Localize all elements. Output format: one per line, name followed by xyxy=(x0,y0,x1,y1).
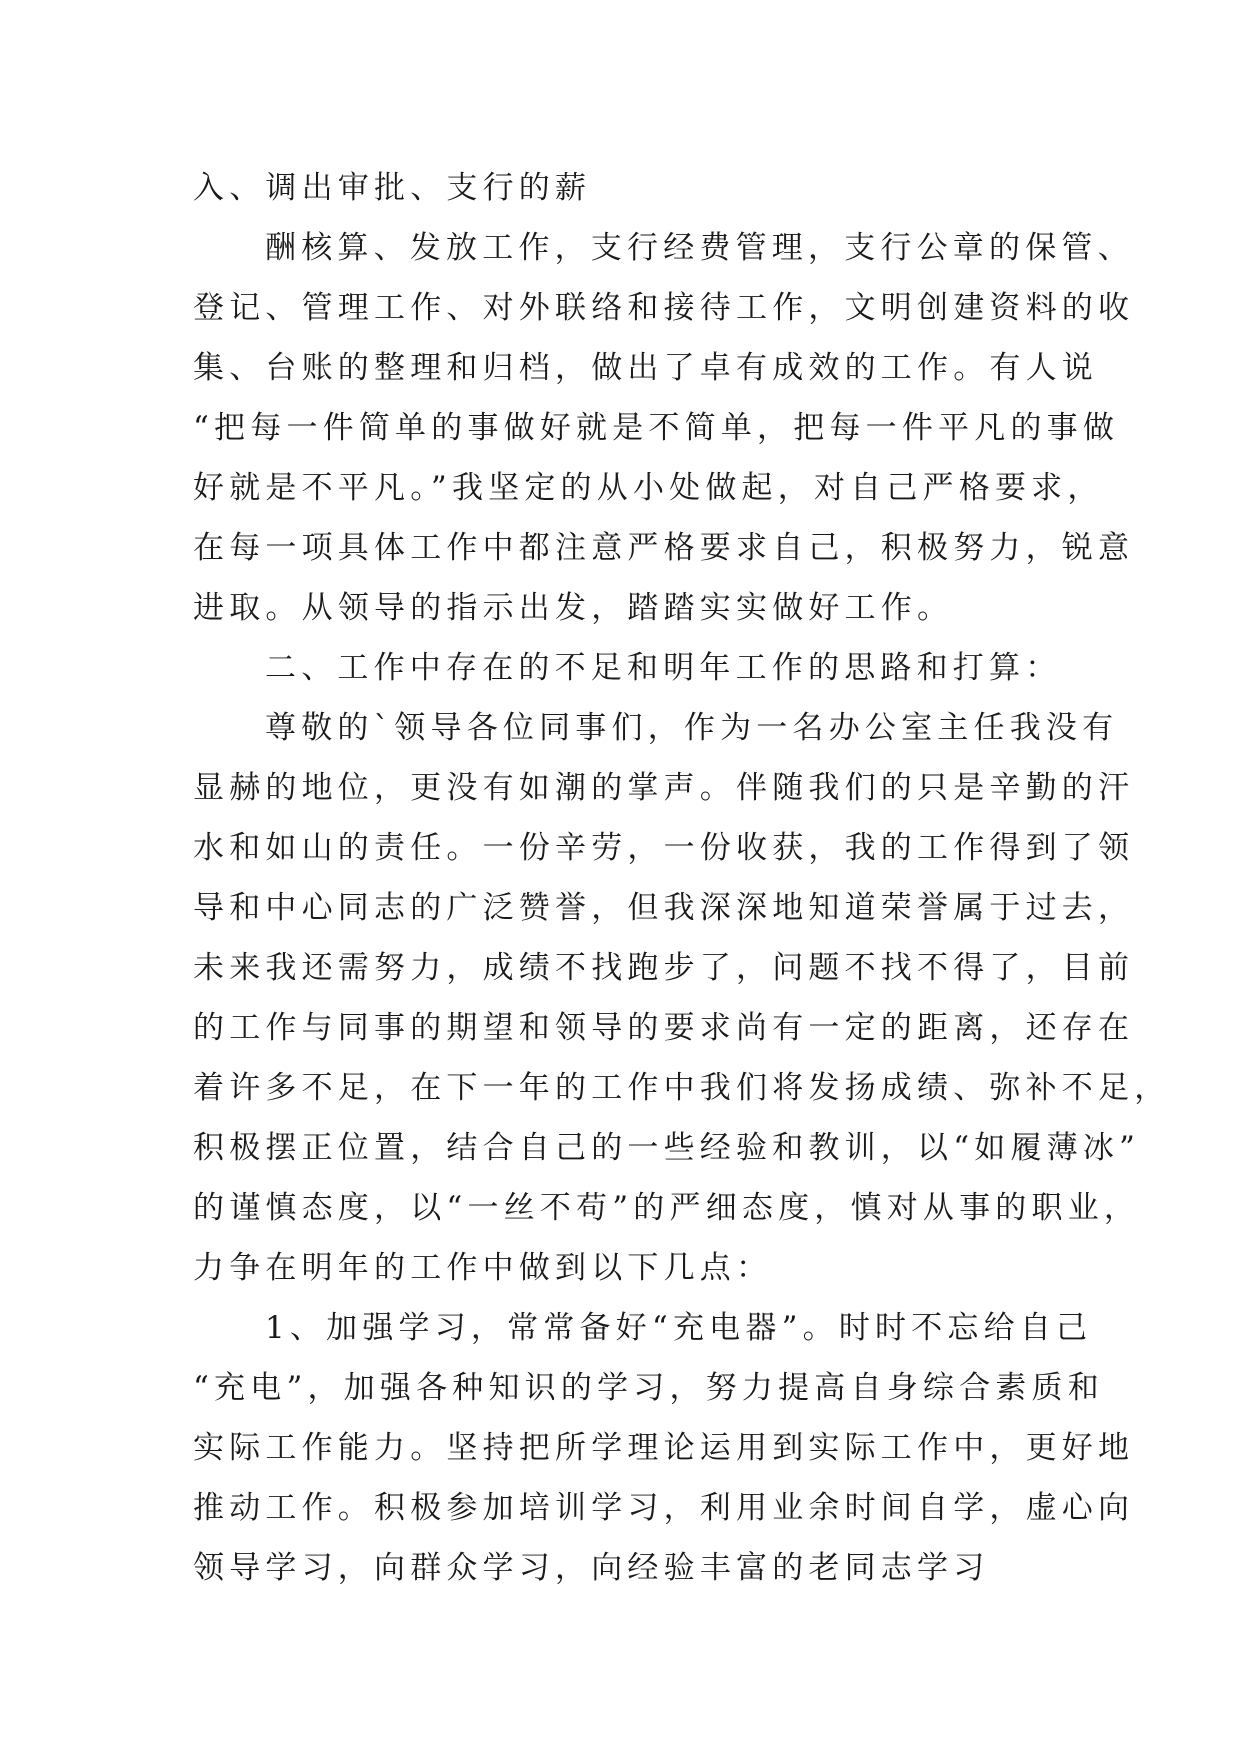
text-line: 1、加强学习，常常备好“充电器”。时时不忘给自己 xyxy=(265,1310,1093,1346)
text-line: 尊敬的`领导各位同事们，作为一名办公室主任我没有 xyxy=(265,710,1119,746)
text-line: 未来我还需努力，成绩不找跑步了，问题不找不得了，目前 xyxy=(193,950,1135,986)
text-line: 入、调出审批、支行的薪 xyxy=(193,170,592,206)
text-line: 酬核算、发放工作，支行经费管理，支行公章的保管、 xyxy=(265,230,1134,266)
text-line: 好就是不平凡。”我坚定的从小处做起，对自己严格要求， xyxy=(193,470,1104,506)
text-line: 二、工作中存在的不足和明年工作的思路和打算： xyxy=(265,650,1062,686)
text-line: 显赫的地位，更没有如潮的掌声。伴随我们的只是辛勤的汗 xyxy=(193,770,1135,806)
text-line: 实际工作能力。坚持把所学理论运用到实际工作中，更好地 xyxy=(193,1430,1135,1466)
text-line: 进取。从领导的指示出发，踏踏实实做好工作。 xyxy=(193,590,954,626)
text-line: 推动工作。积极参加培训学习，利用业余时间自学，虚心向 xyxy=(193,1490,1135,1526)
text-line: 水和如山的责任。一份辛劳，一份收获，我的工作得到了领 xyxy=(193,830,1135,866)
text-line: 导和中心同志的广泛赞誉，但我深深地知道荣誉属于过去， xyxy=(193,890,1135,926)
text-line: 集、台账的整理和归档，做出了卓有成效的工作。有人说 xyxy=(193,350,1098,386)
text-line: 着许多不足，在下一年的工作中我们将发扬成绩、弥补不足， xyxy=(193,1070,1171,1106)
text-line: 的工作与同事的期望和领导的要求尚有一定的距离，还存在 xyxy=(193,1010,1135,1046)
text-line: 力争在明年的工作中做到以下几点： xyxy=(193,1250,773,1286)
text-line: “充电”，加强各种知识的学习，努力提高自身综合素质和 xyxy=(193,1370,1104,1406)
text-line: 的谨慎态度，以“一丝不苟”的严细态度，慎对从事的职业， xyxy=(193,1190,1141,1226)
text-line: 领导学习，向群众学习，向经验丰富的老同志学习 xyxy=(193,1550,990,1586)
text-line: “把每一件简单的事做好就是不简单，把每一件平凡的事做 xyxy=(193,410,1120,446)
text-line: 在每一项具体工作中都注意严格要求自己，积极努力，锐意 xyxy=(193,530,1135,566)
body-text xyxy=(193,158,1171,1598)
text-line: 积极摆正位置，结合自己的一些经验和教训，以“如履薄冰” xyxy=(193,1130,1141,1166)
text-line: 登记、管理工作、对外联络和接待工作，文明创建资料的收 xyxy=(193,290,1135,326)
